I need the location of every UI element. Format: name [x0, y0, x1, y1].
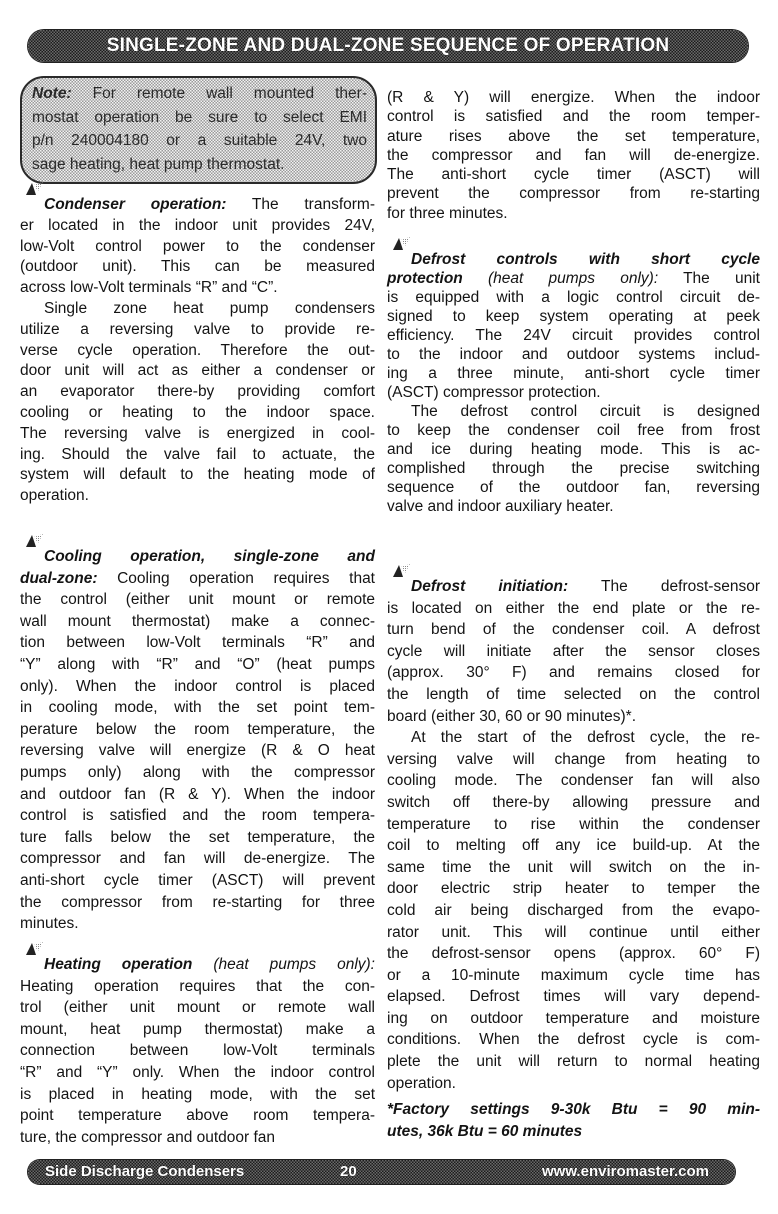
warning-triangle-icon [26, 182, 43, 196]
text-line: prevent the compressor from re-starting [387, 185, 760, 203]
italic-text: (heat pumps only): [192, 956, 375, 973]
text-line: (R & Y) will energize. When the indoor [387, 89, 760, 106]
text-line: (approx. 30° F) and remains closed for [387, 664, 760, 682]
text-line: mount, heat pump thermostat) make a [20, 1020, 375, 1038]
bold-italic-heading-text: Heating operation [44, 956, 193, 973]
text-line [387, 269, 760, 288]
text-line: The defrost control circuit is designed [411, 403, 760, 420]
text-line: and outdoor fan (R & Y). When the indoor [20, 785, 375, 803]
text-line: to keep the condenser coil free from frost [387, 422, 760, 439]
text-line: and ice during heating mode. This is ac- [387, 441, 760, 458]
text-line: valve and indoor auxiliary heater. [387, 498, 614, 515]
text-line: board (either 30, 60 or 90 minutes)*. [387, 707, 636, 725]
text-line [20, 954, 375, 976]
page-footer-bar [28, 1160, 735, 1184]
text-line: versing valve will change from heating to [387, 750, 760, 768]
text-span: Cooling operation requires that [97, 569, 375, 587]
text-line: wall mount thermostat) make a connec- [20, 612, 375, 630]
text-line: complished through the precise switching [387, 460, 760, 477]
text-line: same time the unit will switch on the in- [387, 858, 760, 876]
text-line [387, 1099, 760, 1121]
text-line: signed to keep system operating at peek [387, 308, 760, 325]
text-line: door electric strip heater to temper the [387, 880, 760, 898]
text-line: cooling mode. The condenser fan will also [387, 772, 760, 790]
text-line: sage heating, heat pump thermostat. [32, 155, 285, 173]
factory-settings-footnote [387, 1099, 760, 1143]
text-line: elapsed. Defrost times will vary depend- [387, 988, 760, 1006]
text-line: the compressor and fan will de-energize. [387, 146, 760, 164]
text-line: anti-short cycle timer (ASCT) will prevent [20, 871, 375, 889]
thermostat-note-box [20, 76, 377, 184]
text-line: rator unit. This will continue until either [387, 923, 760, 941]
text-line: utilize a reversing valve to provide re- [20, 320, 375, 338]
text-line [32, 82, 367, 106]
text-line: minutes. [20, 915, 79, 933]
text-line: ing on outdoor temperature and moisture [387, 1009, 760, 1027]
text-line: mostat operation be sure to select EMI [32, 108, 367, 126]
text-line: (outdoor unit). This can be measured [20, 258, 375, 276]
text-line: efficiency. The 24V circuit provides control [387, 327, 760, 344]
text-line: perature below the room temperature, the [20, 720, 375, 738]
text-span: The unit [658, 270, 760, 287]
italic-text: (heat pumps only): [462, 270, 659, 287]
bold-italic-heading-text: utes, 36k Btu = 60 minutes [387, 1123, 583, 1140]
text-line: reversing valve will energize (R & O heat [20, 742, 375, 760]
heating-operation-section [20, 954, 375, 1148]
text-line: point temperature above room tempera- [20, 1107, 375, 1125]
section-header-bar [28, 30, 748, 62]
bold-italic-heading-text: Cooling operation, single-zone and [44, 548, 375, 565]
text-line: door unit will act as either a condenser or [20, 362, 375, 380]
bold-italic-heading-text: Defrost controls with short cycle [411, 251, 760, 268]
text-line: turn bend of the condenser coil. A defrost [387, 621, 760, 639]
footer-document-title: Side Discharge Condensers [45, 1163, 245, 1180]
text-line: sequence of the outdoor fan, reversing [387, 479, 760, 496]
warning-triangle-icon [26, 941, 43, 955]
text-line: only). When the indoor control is placed [20, 677, 375, 695]
text-line: the control (either unit mount or remote [20, 591, 375, 609]
text-line: is placed in heating mode, with the set [20, 1085, 375, 1103]
text-line: cooling or heating to the indoor space. [20, 403, 375, 421]
text-line: operation. [387, 1074, 456, 1092]
warning-triangle-icon [26, 533, 43, 547]
text-line [387, 1121, 760, 1143]
text-line: the compressor from re-starting for three [20, 893, 375, 911]
text-line [20, 195, 375, 216]
text-line: verse cycle operation. Therefore the out- [20, 341, 375, 359]
text-line: an evaporator there-by providing comfort [20, 383, 375, 401]
text-line: pumps only) along with the compressor [20, 763, 375, 781]
text-line: plete the unit will return to normal heating [387, 1053, 760, 1071]
footer-website-link[interactable]: www.enviromaster.com [541, 1163, 709, 1180]
text-line: The reversing valve is energized in cool- [20, 424, 375, 442]
text-line: At the start of the defrost cycle, the re- [411, 729, 760, 747]
text-line: across low-Volt terminals “R” and “C”. [20, 279, 278, 297]
cooling-operation-section [20, 546, 375, 935]
text-line: Heating operation requires that the con- [20, 977, 375, 995]
text-line: cycle will initiate after the sensor closes [387, 642, 760, 660]
bold-italic-heading-text: Condenser operation: [44, 196, 227, 213]
text-line: control is satisfied and the room temper- [387, 108, 760, 126]
text-line: Single zone heat pump condensers [44, 299, 375, 317]
text-line: the defrost-sensor opens (approx. 60° F) [387, 945, 760, 963]
text-line: coil to melting off any ice build-up. At the [387, 837, 760, 855]
text-line [20, 546, 375, 568]
text-line [20, 568, 375, 590]
text-line: connection between low-Volt terminals [20, 1042, 375, 1060]
text-line: ature rises above the set temperature, [387, 127, 760, 145]
text-line: for three minutes. [387, 204, 508, 222]
text-line: The anti-short cycle timer (ASCT) will [387, 166, 760, 184]
text-line: is equipped with a logic control circuit de- [387, 289, 760, 306]
bold-italic-heading-text: dual-zone: [20, 569, 98, 587]
page-number: 20 [340, 1163, 357, 1180]
text-line [387, 250, 760, 269]
text-line: conditions. When the defrost cycle is com- [387, 1031, 760, 1049]
heating-operation-continued [387, 88, 760, 223]
text-line: tion between low-Volt terminals “R” and [20, 634, 375, 652]
text-line: (ASCT) compressor protection. [387, 384, 601, 401]
text-span: The transform- [226, 196, 375, 213]
text-span: For remote wall mounted ther- [71, 85, 367, 102]
text-line: “R” and “Y” only. When the indoor control [20, 1063, 375, 1081]
text-line [387, 576, 760, 598]
bold-italic-heading-text: *Factory settings 9-30k Btu = 90 min- [387, 1101, 760, 1118]
text-line: the length of time selected on the control [387, 685, 760, 703]
text-line: ture, the compressor and outdoor fan [20, 1128, 276, 1146]
text-line: operation. [20, 487, 89, 505]
text-line: switch off there-by allowing pressure and [387, 793, 760, 811]
condenser-operation-section [20, 195, 375, 507]
text-line: p/n 240004180 or a suitable 24V, two [32, 132, 367, 149]
defrost-controls-section [387, 250, 760, 516]
text-line: or a 10-minute maximum cycle time has [387, 966, 760, 984]
bold-italic-heading-text: Note: [32, 85, 72, 102]
text-line: trol (either unit mount or remote wall [20, 999, 375, 1017]
text-line: in cooling mode, with the set point tem- [20, 699, 375, 717]
text-line: er located in the indoor unit provides 24V, [20, 216, 375, 234]
section-title: SINGLE-ZONE AND DUAL-ZONE SEQUENCE OF OPERATION [106, 35, 670, 56]
text-line: ing. Should the valve fail to actuate, the [20, 445, 375, 463]
text-line: ing a three minute, anti-short cycle timer [387, 365, 760, 382]
text-line: temperature to rise within the condenser [387, 815, 760, 833]
text-line: compressor and fan will de-energize. The [20, 850, 375, 868]
text-line: control is satisfied and the room tempera- [20, 807, 375, 825]
text-line: low-Volt control power to the condenser [20, 237, 375, 255]
text-line: to the indoor and outdoor systems includ- [387, 346, 760, 363]
defrost-initiation-section [387, 576, 760, 1094]
text-line: cold air being discharged from the evapo- [387, 901, 760, 919]
warning-triangle-icon [393, 237, 410, 251]
text-line: “Y” along with “R” and “O” (heat pumps [20, 655, 375, 673]
text-span: The defrost-sensor [568, 578, 760, 595]
bold-italic-heading-text: Defrost initiation: [411, 578, 569, 595]
text-line: is located on either the end plate or the re- [387, 599, 760, 617]
text-line: system will default to the heating mode of [20, 466, 375, 484]
text-line: ture falls below the set temperature, the [20, 828, 375, 846]
warning-triangle-icon [393, 563, 410, 577]
bold-italic-heading-text: protection [387, 270, 463, 287]
